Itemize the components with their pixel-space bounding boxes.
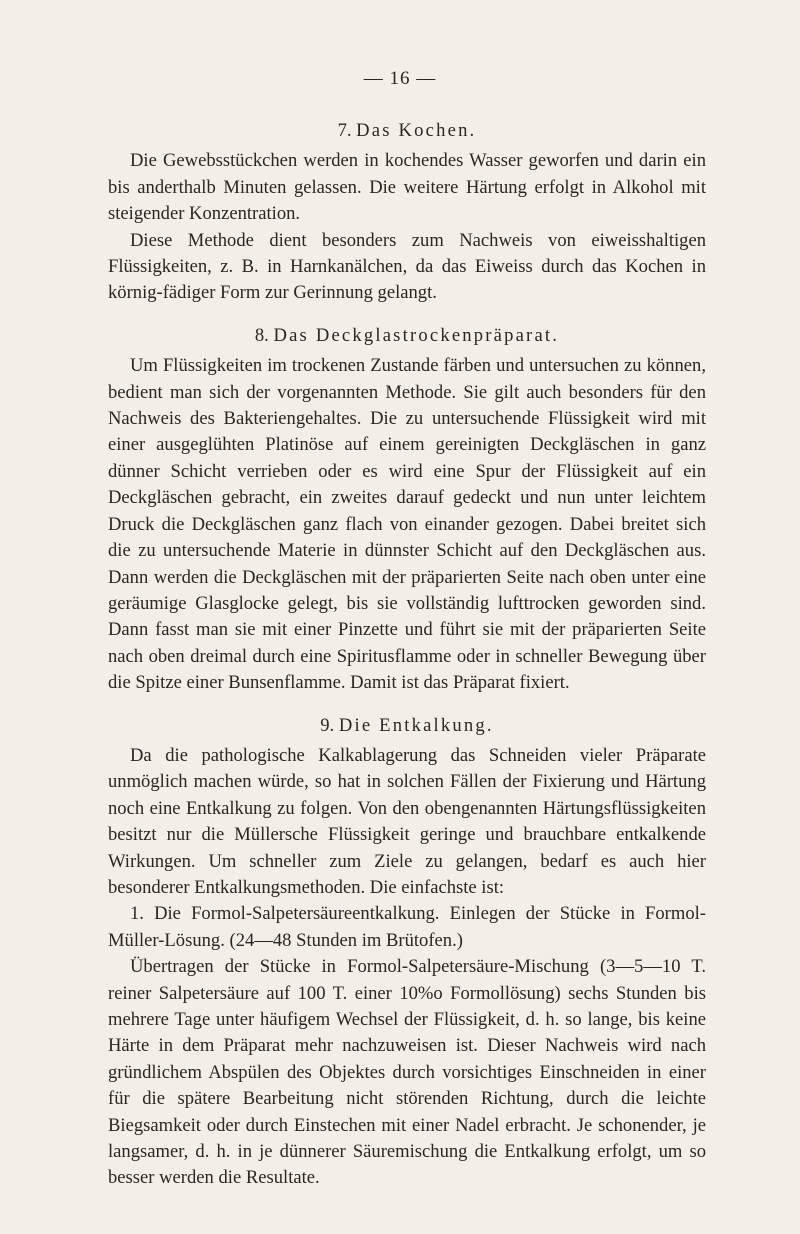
section-title: Das Kochen. xyxy=(356,120,477,141)
section-title: Das Deckglastrockenpräparat. xyxy=(273,324,560,346)
section-number: 9. xyxy=(320,714,335,736)
section-heading-entkalkung xyxy=(108,713,706,739)
paragraph: Um Flüssigkeiten im trockenen Zustande färben und untersuchen zu können, bedient man sich der vorgenannten Methode. Sie gilt auch besonders für den Nachweis des Bakteriengehaltes. Die zu untersuchende Flüssigkeit wird mit einer ausgeglühten Platinöse auf einem gereinigten Deckgläschen in ganz dünner Schicht verrieben oder es wird eine Spur der Flüssigkeit auf ein Deckgläschen gebracht, ein zweites darauf gedeckt und nun unter leichtem Druck die Deckgläschen ganz flach von einander gezogen. Dabei breitet sich die zu untersuchende Materie in dünnster Schicht auf den Deckgläschen aus. Dann werden die Deckgläschen mit der präparierten Seite nach oben unter eine geräumige Glasglocke gelegt, bis sie vollständig lufttrocken geworden sind. Dann fasst man sie mit einer Pinzette und führt sie mit der präparierten Seite nach oben dreimal durch eine Spiritusflamme oder in schneller Bewegung über die Spitze einer Bunsenflamme. Damit ist das Präparat fixiert. xyxy=(108,355,706,694)
section-title: Die Entkalkung. xyxy=(338,714,494,736)
paragraph: Da die pathologische Kalkablagerung das Schneiden vieler Präparate unmöglich machen würde, so hat in solchen Fällen der Fixierung und Härtung noch eine Entkalkung zu folgen. Von den obengenannten Härtungsflüssigkeiten besitzt nur die Müllersche Flüssigkeit geringe und brauchbare entkalkende Wirkungen. Um schneller zum Ziele zu gelangen, bedarf es auch hier besonderer Entkalkungsmethoden. Die einfachste ist: xyxy=(108,744,706,898)
paragraph: 1. Die Formol-Salpetersäureentkalkung. Einlegen der Stücke in Formol-Müller-Lösung. (24—48 Stunden im Brütofen.) xyxy=(108,903,706,951)
page-content xyxy=(108,118,706,1192)
paragraph: Übertragen der Stücke in Formol-Salpetersäure-Mischung (3—5—10 T. reiner Salpetersäure auf 100 T. einer 10%o Formollösung) sechs Stunden bis mehrere Tage unter häufigem Wechsel der Flüssigkeit, d. h. so lange, bis keine Härte in dem Präparat mehr nachzuweisen ist. Dieser Nachweis wird nach gründlichem Abspülen des Objektes durch vorsichtiges Einschneiden in einer für die spätere Bearbeitung nicht störenden Richtung, durch die leichte Biegsamkeit oder durch Einstechen mit einer Nadel erbracht. Je schonender, je langsamer, d. h. in je dünnerer Säuremischung die Entkalkung erfolgt, um so besser werden die Resultate. xyxy=(108,956,706,1189)
page-number: — 16 — xyxy=(363,68,437,89)
paragraph: Diese Methode dient besonders zum Nachweis von eiweisshaltigen Flüssigkeiten, z. B. in Harnkanälchen, da das Eiweiss durch das Kochen in körnig-fädiger Form zur Gerinnung gelangt. xyxy=(108,229,706,304)
section-heading-deckglastrockenpraeparat xyxy=(108,323,706,349)
section-heading-kochen xyxy=(108,118,706,144)
section-number: 7. xyxy=(337,120,352,141)
paragraph: Die Gewebsstückchen werden in kochendes Wasser geworfen und darin ein bis anderthalb Minuten gelassen. Die weitere Härtung erfolgt in Alkohol mit steigender Konzentration. xyxy=(108,150,706,225)
section-number: 8. xyxy=(254,324,269,346)
